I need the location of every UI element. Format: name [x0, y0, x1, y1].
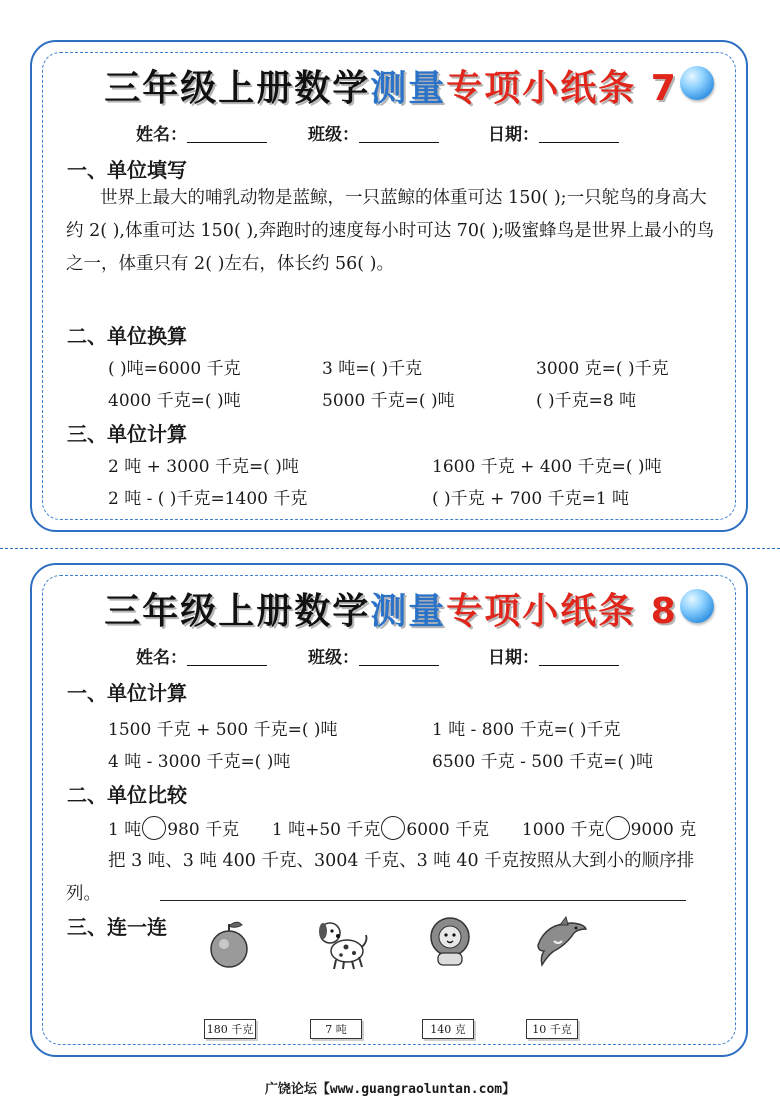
weight-box[interactable]: 180 千克	[204, 1019, 256, 1039]
fill-unit-paragraph: 世界上最大的哺乳动物是蓝鲸，一只蓝鲸的体重可达 150( );一只鸵鸟的身高大约 2( ),体重可达 150( ),奔跑时的速度每小时可达 70( );吸蜜蜂鸟是世界上最小的鸟之一，体重只有 2( )左右，体长约 56( )。	[66, 188, 715, 274]
conversion-item: 4000 千克=( )吨	[108, 391, 241, 411]
calc-item: ( )千克 + 700 千克=1 吨	[432, 489, 630, 509]
name-field[interactable]: 姓名：	[136, 643, 267, 668]
weight-box[interactable]: 10 千克	[526, 1019, 578, 1039]
weight-box[interactable]: 7 吨	[310, 1019, 362, 1039]
compare-circle[interactable]	[381, 816, 405, 840]
worksheet-card-7	[30, 40, 748, 532]
calc-item: 4 吨 - 3000 千克=( )吨	[108, 752, 291, 772]
name-field[interactable]: 姓名：	[136, 120, 267, 145]
card-title: 三年级上册数学测量专项小纸条 7	[104, 68, 678, 109]
section-heading: 二、单位换算	[67, 324, 187, 348]
dolphin-icon	[532, 915, 588, 969]
conversion-item: ( )吨=6000 千克	[108, 359, 241, 379]
conversion-item: 5000 千克=( )吨	[322, 391, 455, 411]
calc-item: 1 吨 - 800 千克=( )千克	[432, 720, 621, 740]
class-field[interactable]: 班级：	[308, 643, 439, 668]
card-title: 三年级上册数学测量专项小纸条 8	[104, 591, 678, 632]
conversion-item: ( )千克=8 吨	[536, 391, 637, 411]
worksheet-card-8	[30, 563, 748, 1057]
date-field[interactable]: 日期：	[488, 120, 619, 145]
section-heading: 三、连一连	[67, 915, 167, 939]
section-heading: 三、单位计算	[67, 422, 187, 446]
conversion-item: 3 吨=( )千克	[322, 359, 423, 379]
section-heading: 一、单位填写	[67, 158, 187, 182]
class-field[interactable]: 班级：	[308, 120, 439, 145]
lion-icon	[426, 915, 474, 967]
compare-circle[interactable]	[142, 816, 166, 840]
blue-ball-icon	[680, 66, 714, 100]
section-heading: 二、单位比较	[67, 783, 187, 807]
compare-row: 1 吨 980 千克 1 吨+50 千克 6000 千克 1000 千克 9000 克	[108, 815, 696, 840]
calc-item: 2 吨 + 3000 千克=( )吨	[108, 457, 299, 477]
calc-item: 6500 千克 - 500 千克=( )吨	[432, 752, 653, 772]
date-field[interactable]: 日期：	[488, 643, 619, 668]
calc-item: 2 吨 - ( )千克=1400 千克	[108, 489, 308, 509]
answer-line[interactable]	[160, 900, 686, 901]
conversion-item: 3000 克=( )千克	[536, 359, 669, 379]
sort-instruction: 把 3 吨、3 吨 400 千克、3004 千克、3 吨 40 千克按照从大到小的顺序排列。	[66, 851, 695, 904]
section-heading: 一、单位计算	[67, 681, 187, 705]
calc-item: 1600 千克 + 400 千克=( )吨	[432, 457, 662, 477]
footer-source: 广饶论坛【www.guangraoluntan.com】	[264, 1082, 516, 1097]
weight-box[interactable]: 140 克	[422, 1019, 474, 1039]
blue-ball-icon	[680, 589, 714, 623]
dog-icon	[312, 915, 370, 971]
cut-divider	[0, 548, 780, 549]
compare-circle[interactable]	[606, 816, 630, 840]
calc-item: 1500 千克 + 500 千克=( )吨	[108, 720, 338, 740]
orange-icon	[204, 917, 254, 971]
